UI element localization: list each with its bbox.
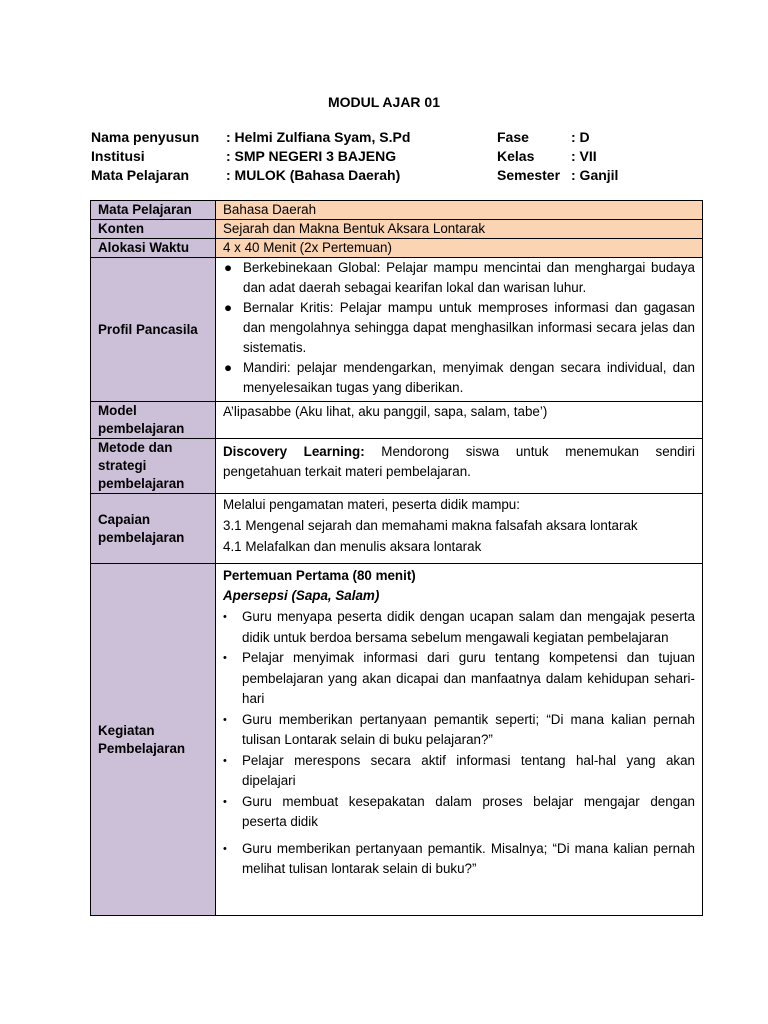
bullet-icon: ● [224, 260, 233, 275]
label-profil: Profil Pancasila [91, 258, 216, 402]
bullet-icon: • [223, 652, 227, 664]
meta-key: Fase [497, 129, 529, 145]
capaian-intro: Melalui pengamatan materi, peserta didik mampu: [223, 497, 520, 512]
row-alokasi [91, 239, 703, 258]
list-item: ● Berkebinekaan Global: Pelajar mampu mencintai dan menghargai budaya dan adat daerah sebagai kearifan lokal dan warisan luhur. [224, 260, 695, 295]
value-metode [216, 439, 703, 494]
label-kegiatan: Kegiatan Pembelajaran [91, 564, 216, 916]
meta-row-penyusun [91, 128, 703, 147]
pertemuan-heading: Pertemuan Pertama (80 menit) [223, 568, 416, 583]
list-item: • Guru membuat kesepakatan dalam proses belajar mengajar dengan peserta didik [223, 793, 695, 829]
value-profil [216, 258, 703, 402]
label-mata-pelajaran: Mata Pelajaran [91, 201, 216, 220]
meta-value: : SMP NEGERI 3 BAJENG [226, 148, 397, 164]
metode-description: Mendorong siswa untuk menemukan sendiri pengetahuan terkait materi pembelajaran. [223, 444, 695, 479]
list-item: ● Mandiri: pelajar mendengarkan, menyimak dengan secara individual, dan menyelesaikan tugas yang diberikan. [224, 360, 695, 395]
meta-row-institusi [91, 147, 703, 166]
label-capaian: Capaian pembelajaran [91, 494, 216, 564]
list-item: ● Bernalar Kritis: Pelajar mampu untuk memproses informasi dan gagasan dan mengolahnya sehingga dapat menghasilkan informasi secara jelas dan sistematis. [224, 300, 695, 355]
document-title: MODUL AJAR 01 [327, 94, 441, 110]
kegiatan-list [223, 607, 695, 880]
row-konten [91, 220, 703, 239]
bullet-icon: • [223, 713, 227, 726]
value-konten: Sejarah dan Makna Bentuk Aksara Lontarak [216, 220, 703, 239]
metode-name: Discovery Learning: [223, 444, 365, 459]
bullet-icon: • [223, 842, 227, 855]
profil-list [223, 258, 695, 398]
meta-key: Nama penyusun [91, 129, 200, 145]
label-konten: Konten [91, 220, 216, 239]
bullet-icon: • [223, 611, 227, 623]
bullet-icon: • [223, 795, 227, 808]
bullet-icon: ● [224, 300, 233, 315]
capaian-item: 3.1 Mengenal sejarah dan memahami makna falsafah aksara lontarak [223, 518, 638, 533]
label-alokasi: Alokasi Waktu [91, 239, 216, 258]
list-item: • Pelajar menyimak informasi dari guru tentang kompetensi dan tujuan pembelajaran yang akan dicapai dan manfaatnya dalam kehidupan sehari-hari [223, 650, 695, 706]
label-model: Model pembelajaran [91, 402, 216, 439]
meta-value: : MULOK (Bahasa Daerah) [226, 167, 401, 183]
label-metode: Metode dan strategi pembelajaran [91, 439, 216, 494]
apersepsi-heading: Apersepsi (Sapa, Salam) [223, 588, 380, 603]
meta-value: : Ganjil [571, 167, 619, 183]
bullet-icon: ● [224, 360, 233, 375]
row-kegiatan [91, 564, 703, 916]
row-mata-pelajaran [91, 201, 703, 220]
list-item: • Pelajar merespons secara aktif informasi tentang hal-hal yang akan dipelajari [223, 752, 695, 788]
bullet-icon: • [223, 754, 227, 767]
meta-key: Semester [497, 167, 561, 183]
row-profil [91, 258, 703, 402]
meta-key: Institusi [91, 148, 145, 164]
meta-value: : Helmi Zulfiana Syam, S.Pd [226, 129, 411, 145]
capaian-item: 4.1 Melafalkan dan menulis aksara lontarak [223, 539, 482, 554]
document-meta [91, 128, 703, 185]
module-table [90, 200, 703, 916]
list-item: • Guru memberikan pertanyaan pemantik. Misalnya; “Di mana kalian pernah melihat tulisan lontarak selain di buku?” [223, 840, 695, 876]
meta-key: Kelas [497, 148, 535, 164]
meta-row-mapel [91, 166, 703, 185]
value-kegiatan [216, 564, 703, 916]
value-alokasi: 4 x 40 Menit (2x Pertemuan) [216, 239, 703, 258]
list-item: • Guru memberikan pertanyaan pemantik seperti; “Di mana kalian pernah tulisan Lontarak selain di buku pelajaran?” [223, 711, 695, 747]
value-model: A’lipasabbe (Aku lihat, aku panggil, sapa, salam, tabe’) [216, 402, 703, 439]
meta-key: Mata Pelajaran [91, 167, 190, 183]
value-mata-pelajaran: Bahasa Daerah [216, 201, 703, 220]
row-model [91, 402, 703, 439]
value-capaian [216, 494, 703, 564]
row-metode [91, 439, 703, 494]
row-capaian [91, 494, 703, 564]
list-item: • Guru menyapa peserta didik dengan ucapan salam dan mengajak peserta didik untuk berdoa bersama sebelum mengawali kegiatan pembelajaran [223, 609, 695, 645]
meta-value: : D [571, 129, 590, 145]
meta-value: : VII [571, 148, 597, 164]
